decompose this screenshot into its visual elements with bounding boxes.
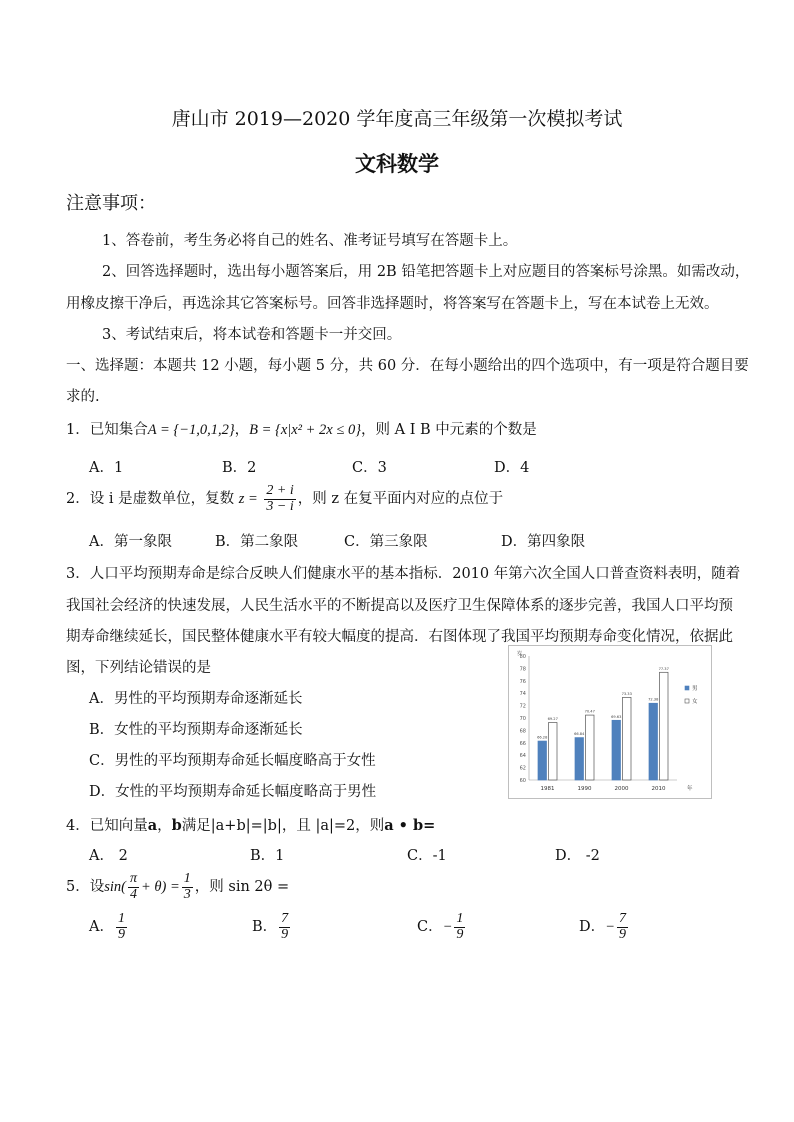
q5-theta: + θ) =: [141, 879, 180, 896]
q2-option-b: B．第二象限: [215, 534, 299, 550]
y-tick-label: 70: [519, 716, 526, 722]
legend-label-male: 男: [692, 686, 698, 692]
q4-mid: 满足|a+b|=|b|，且 |a|=2，则: [181, 818, 385, 834]
page-title: 唐山市 2019—2020 学年度高三年级第一次模拟考试: [171, 108, 623, 130]
q1-option-d: D．4: [494, 460, 530, 476]
q1-set-a: A = {−1,0,1,2}: [147, 422, 235, 438]
q3-option-b: B．女性的平均预期寿命逐渐延长: [89, 722, 303, 738]
data-label-male-2010: 72.38: [648, 697, 659, 702]
q5-suffix: ，则 sin 2θ =: [194, 879, 290, 896]
q3-line-3: 期寿命继续延长，国民整体健康水平有较大幅度的提高．右图体现了我国平均预期寿命变化情况，依据此: [66, 629, 733, 645]
y-tick-label: 60: [519, 778, 526, 784]
data-label-female-1981: 69.27: [547, 717, 558, 722]
life-expectancy-chart-svg: [509, 646, 711, 798]
q1-suffix: ，则 A I B 中元素的个数是: [361, 422, 537, 438]
legend-swatch-female: [685, 699, 689, 703]
q5-option-b-fraction: [279, 912, 290, 942]
q1-option-b: B．2: [222, 460, 257, 476]
note-item-2-line-1: 2、回答选择题时，选出每小题答案后，用 2B 铅笔把答题卡上对应题目的答案标号涂黑。如需改动，: [102, 264, 750, 280]
q3-option-d: D．女性的平均预期寿命延长幅度略高于男性: [89, 784, 377, 800]
q5-option-b: [252, 912, 292, 942]
bar-female-2000: [623, 697, 632, 780]
q5-three: 3: [183, 886, 191, 902]
bar-female-1981: [549, 723, 558, 780]
q5-option-d-num: 7: [618, 911, 626, 926]
q5-option-c-num: 1: [456, 911, 464, 926]
bar-male-2010: [649, 703, 658, 780]
q4-option-d: D． -2: [555, 848, 600, 864]
q3-line-4: 图，下列结论错误的是: [66, 660, 211, 676]
q4-vector-a: a: [147, 817, 158, 834]
q5-option-a-den: 9: [117, 926, 125, 942]
data-label-male-1990: 66.84: [574, 732, 585, 737]
section-intro-line-1: 一、选择题：本题共 12 小题，每小题 5 分，共 60 分．在每小题给出的四个选项中，有一项是符合题目要: [66, 358, 749, 374]
section-intro-line-2: 求的.: [66, 389, 100, 405]
q5-option-c-fraction: [454, 912, 465, 942]
q5-pi: π: [129, 871, 137, 886]
note-item-3: 3、考试结束后，将本试卷和答题卡一并交回。: [102, 327, 402, 343]
q5-option-b-label: B．: [252, 919, 278, 936]
y-tick-label: 76: [519, 678, 526, 685]
question-2: [66, 484, 503, 514]
legend-label-female: 女: [692, 699, 698, 705]
q4-dot-product: a • b=: [384, 817, 436, 834]
q1-prefix: 1．已知集合: [66, 422, 148, 438]
data-label-female-2010: 77.37: [658, 666, 669, 671]
data-label-male-2000: 69.63: [611, 714, 622, 719]
x-axis-label: 年: [687, 786, 693, 792]
q4-prefix: 4．已知向量: [66, 818, 148, 834]
y-axis-label: 岁: [517, 651, 523, 657]
q5-option-c-label: C．: [417, 919, 443, 936]
q5-option-a-num: 1: [117, 911, 125, 926]
q5-option-d-fraction: [617, 912, 628, 942]
bar-male-1990: [575, 738, 584, 780]
question-5: [66, 872, 289, 902]
q1-option-a: A．1: [89, 460, 124, 476]
q2-prefix: 2．设 i 是虚数单位，复数: [66, 491, 235, 508]
q5-one: 1: [183, 871, 191, 886]
note-item-2-line-2: 用橡皮擦干净后，再选涂其它答案标号。回答非选择题时，将答案写在答题卡上，写在本试卷上无效。: [66, 296, 719, 312]
y-tick-label: 78: [519, 666, 526, 673]
q4-option-c: C．-1: [407, 848, 447, 864]
q4-comma: ，: [157, 818, 172, 834]
q2-option-d: D．第四象限: [501, 534, 586, 550]
page-subtitle: 文科数学: [355, 151, 439, 176]
q5-option-c-sign: −: [442, 919, 453, 936]
y-tick-label: 68: [519, 728, 526, 735]
q3-option-c: C．男性的平均预期寿命延长幅度略高于女性: [89, 753, 376, 769]
q2-numerator: 2 + i: [266, 483, 294, 498]
q3-line-2: 我国社会经济的快速发展，人民生活水平的不断提高以及医疗卫生保障体系的逐步完善，我国人口平均预: [66, 598, 733, 614]
y-tick-label: 74: [519, 691, 526, 698]
q5-sin: sin(: [104, 879, 126, 896]
q4-vector-b: b: [171, 817, 182, 834]
question-4: [66, 814, 435, 835]
q2-option-a: A．第一象限: [89, 534, 172, 550]
q5-one-third: [182, 872, 193, 902]
bar-male-1981: [538, 741, 547, 780]
legend-swatch-male: [685, 686, 689, 690]
q2-fraction: [264, 484, 295, 514]
y-tick-label: 80: [519, 654, 526, 660]
bar-male-2000: [612, 720, 621, 780]
notes-heading: 注意事项：: [66, 193, 156, 214]
x-tick-label-1981: 1981: [540, 786, 555, 792]
data-label-female-2000: 73.33: [621, 691, 632, 696]
q5-option-d: [579, 912, 630, 942]
note-item-1: 1、答卷前，考生务必将自己的姓名、准考证号填写在答题卡上。: [102, 233, 518, 249]
q5-option-a-fraction: [116, 912, 127, 942]
q2-denominator: 3 − i: [266, 498, 294, 514]
q5-prefix: 5．设: [66, 879, 105, 896]
q5-option-b-num: 7: [281, 911, 289, 926]
x-tick-label-2000: 2000: [614, 786, 629, 792]
q5-option-d-sign: −: [605, 919, 615, 936]
q1-set-b: B = {x|x² + 2x ≤ 0}: [249, 422, 361, 438]
q5-option-c-den: 9: [456, 926, 464, 942]
life-expectancy-chart: [508, 645, 712, 799]
q5-option-c: [417, 912, 467, 942]
q4-option-b: B．1: [250, 848, 285, 864]
q5-option-d-label: D．: [579, 919, 606, 936]
q5-pi-over-4: [128, 872, 139, 902]
x-tick-label-2010: 2010: [651, 786, 666, 792]
data-label-female-1990: 70.47: [584, 709, 595, 714]
q1-option-c: C．3: [352, 460, 387, 476]
q4-option-a: A． 2: [89, 848, 128, 864]
data-label-male-1981: 66.28: [537, 735, 548, 740]
bar-female-1990: [586, 715, 595, 780]
q1-sep: ，: [234, 422, 250, 438]
q5-option-a: [89, 912, 129, 942]
y-tick-label: 66: [519, 740, 526, 747]
q2-suffix: ，则 z 在复平面内对应的点位于: [297, 491, 504, 508]
x-tick-label-1990: 1990: [577, 786, 592, 792]
question-1: [66, 418, 537, 439]
q2-z: z =: [238, 491, 258, 508]
q5-option-b-den: 9: [281, 926, 289, 942]
y-tick-label: 64: [519, 753, 526, 760]
q5-option-d-den: 9: [618, 926, 626, 942]
q3-line-1: 3．人口平均预期寿命是综合反映人们健康水平的基本指标．2010 年第六次全国人口普查资料表明，随着: [66, 566, 741, 582]
q3-option-a: A．男性的平均预期寿命逐渐延长: [89, 691, 303, 707]
q5-four: 4: [129, 886, 137, 902]
q5-option-a-label: A．: [89, 919, 114, 936]
y-tick-label: 72: [519, 703, 526, 710]
y-tick-label: 62: [519, 765, 526, 772]
q2-option-c: C．第三象限: [344, 534, 428, 550]
bar-female-2010: [660, 672, 669, 780]
